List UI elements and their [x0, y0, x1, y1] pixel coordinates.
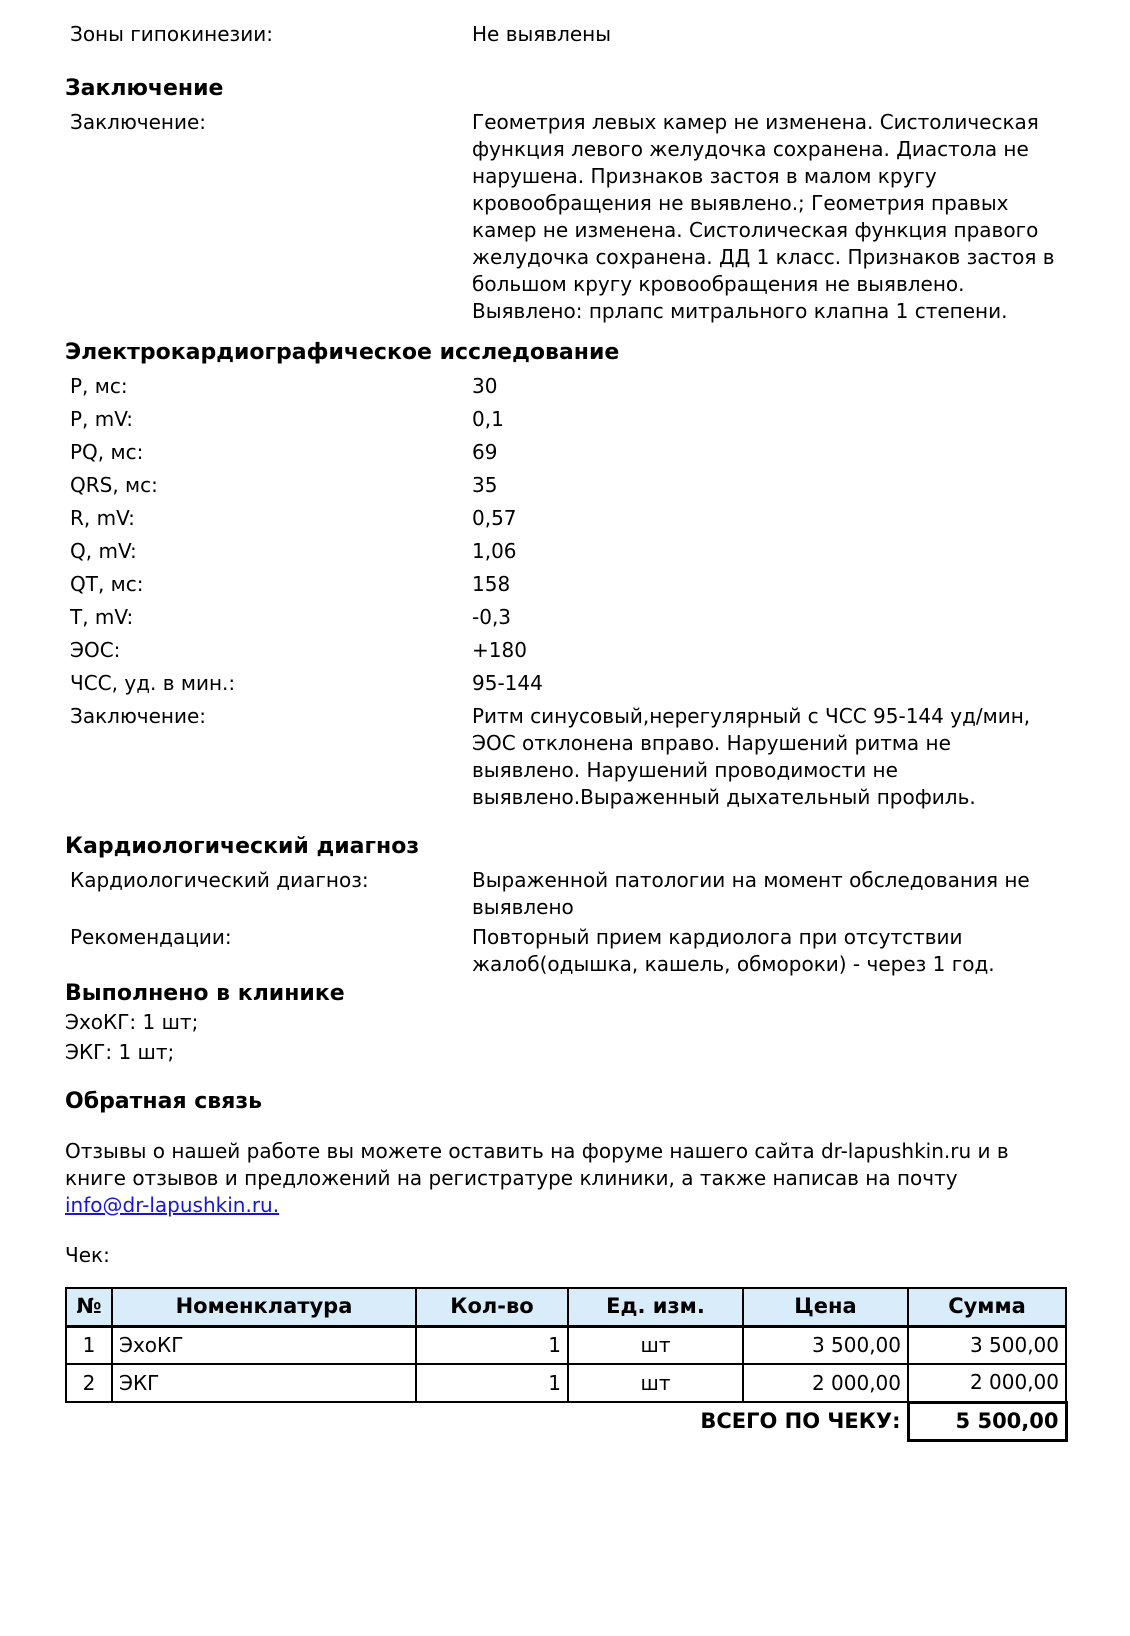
ecg-param-row: [65, 670, 1065, 697]
cell-sum: 2 000,00: [908, 1364, 1066, 1402]
field-label: QRS, мс:: [70, 473, 158, 497]
report-page: [0, 21, 1130, 1442]
cell-nomenclature: ЭхоКГ: [112, 1326, 416, 1364]
column-header-price: Цена: [743, 1288, 908, 1326]
section-heading-diagnosis: Кардиологический диагноз: [65, 834, 420, 859]
field-label: Заключение:: [70, 704, 207, 728]
field-value: 30: [472, 374, 498, 398]
field-value: Выраженной патологии на момент обследования не выявлено: [472, 868, 1030, 919]
field-label: Рекомендации:: [70, 925, 232, 949]
field-label: Заключение:: [70, 110, 207, 134]
field-value: 1,06: [472, 539, 517, 563]
email-link[interactable]: info@dr-lapushkin.ru.: [65, 1193, 280, 1217]
field-value: Ритм синусовый,нерегулярный с ЧСС 95-144 уд/мин, ЭОС отклонена вправо. Нарушений ритма не выявлено. Нарушений проводимости не выявлено.Выраженный дыхательный профиль.: [472, 704, 1031, 809]
ecg-param-row: [65, 472, 1065, 499]
cell-quantity: 1: [416, 1326, 568, 1364]
cell-unit: шт: [568, 1364, 743, 1402]
receipt-header-row: [66, 1288, 1066, 1326]
cell-nomenclature: ЭКГ: [112, 1364, 416, 1402]
column-header-number: №: [66, 1288, 112, 1326]
field-value: Повторный прием кардиолога при отсутствии жалоб(одышка, кашель, обмороки) - через 1 год.: [472, 925, 995, 976]
performed-lines: [65, 1007, 1065, 1067]
field-value: +180: [472, 638, 527, 662]
ecg-param-row: [65, 373, 1065, 400]
field-label: R, mV:: [70, 506, 135, 530]
field-value: 35: [472, 473, 498, 497]
field-label: ЭОС:: [70, 638, 121, 662]
field-value: 0,57: [472, 506, 517, 530]
field-label: P, mV:: [70, 407, 134, 431]
field-value: 95-144: [472, 671, 543, 695]
cell-unit: шт: [568, 1326, 743, 1364]
cell-quantity: 1: [416, 1364, 568, 1402]
ecg-conclusion-row: [65, 703, 1065, 811]
total-value: 5 500,00: [908, 1402, 1066, 1440]
column-header-sum: Сумма: [908, 1288, 1066, 1326]
cell-sum: 3 500,00: [908, 1326, 1066, 1364]
field-label: QT, мс:: [70, 572, 144, 596]
field-label: Кардиологический диагноз:: [70, 868, 369, 892]
column-header-quantity: Кол-во: [416, 1288, 568, 1326]
column-header-nomenclature: Номенклатура: [112, 1288, 416, 1326]
ecg-param-row: [65, 439, 1065, 466]
feedback-text: Отзывы о нашей работе вы можете оставить на форуме нашего сайта dr-lapushkin.ru и в книге отзывов и предложений на регистратуре клиники, а также написав на почту: [65, 1139, 1009, 1190]
table-row: [66, 1326, 1066, 1364]
field-label: PQ, мс:: [70, 440, 144, 464]
performed-line: ЭКГ: 1 шт;: [65, 1040, 175, 1064]
clipped-top-row: [65, 21, 1065, 46]
field-label: Q, mV:: [70, 539, 137, 563]
ecg-param-row: [65, 571, 1065, 598]
section-heading-performed: Выполнено в клинике: [65, 981, 345, 1006]
field-value: 158: [472, 572, 511, 596]
section-heading-conclusion: Заключение: [65, 76, 224, 101]
cell-number: 1: [66, 1326, 112, 1364]
cell-price: 3 500,00: [743, 1326, 908, 1364]
cell-price: 2 000,00: [743, 1364, 908, 1402]
diagnosis-row: [65, 867, 1065, 921]
ecg-param-row: [65, 505, 1065, 532]
receipt-table: [65, 1287, 1068, 1442]
total-label: ВСЕГО ПО ЧЕКУ:: [66, 1402, 908, 1440]
field-value: -0,3: [472, 605, 512, 629]
receipt-total-row: [66, 1402, 1066, 1440]
field-label: ЧСС, уд. в мин.:: [70, 671, 236, 695]
ecg-params-list: [65, 373, 1065, 697]
conclusion-row: [65, 109, 1065, 325]
ecg-param-row: [65, 538, 1065, 565]
cell-number: 2: [66, 1364, 112, 1402]
field-value: Не выявлены: [472, 22, 612, 46]
performed-line: ЭхоКГ: 1 шт;: [65, 1010, 199, 1034]
ecg-param-row: [65, 637, 1065, 664]
field-value: Геометрия левых камер не изменена. Систолическая функция левого желудочка сохранена. Диастола не нарушена. Признаков застоя в малом кругу кровообращения не выявлено.; Геометрия правых камер не изменена. Систолическая функция правого желудочка сохранена. ДД 1 класс. Признаков застоя в большом кругу кровообращения не выявлено. Выявлено: прлапс митрального клапна 1 степени.: [472, 110, 1055, 323]
table-row: [66, 1364, 1066, 1402]
section-heading-ecg: Электрокардиографическое исследование: [65, 340, 620, 365]
field-label: T, mV:: [70, 605, 134, 629]
feedback-paragraph: [65, 1138, 1065, 1219]
field-value: 0,1: [472, 407, 504, 431]
section-heading-feedback: Обратная связь: [65, 1089, 263, 1114]
receipt-label: Чек:: [65, 1243, 110, 1267]
ecg-param-row: [65, 604, 1065, 631]
field-value: 69: [472, 440, 498, 464]
ecg-param-row: [65, 406, 1065, 433]
field-label: Зоны гипокинезии:: [70, 22, 273, 46]
field-label: P, мс:: [70, 374, 128, 398]
recommendations-row: [65, 924, 1065, 978]
column-header-unit: Ед. изм.: [568, 1288, 743, 1326]
